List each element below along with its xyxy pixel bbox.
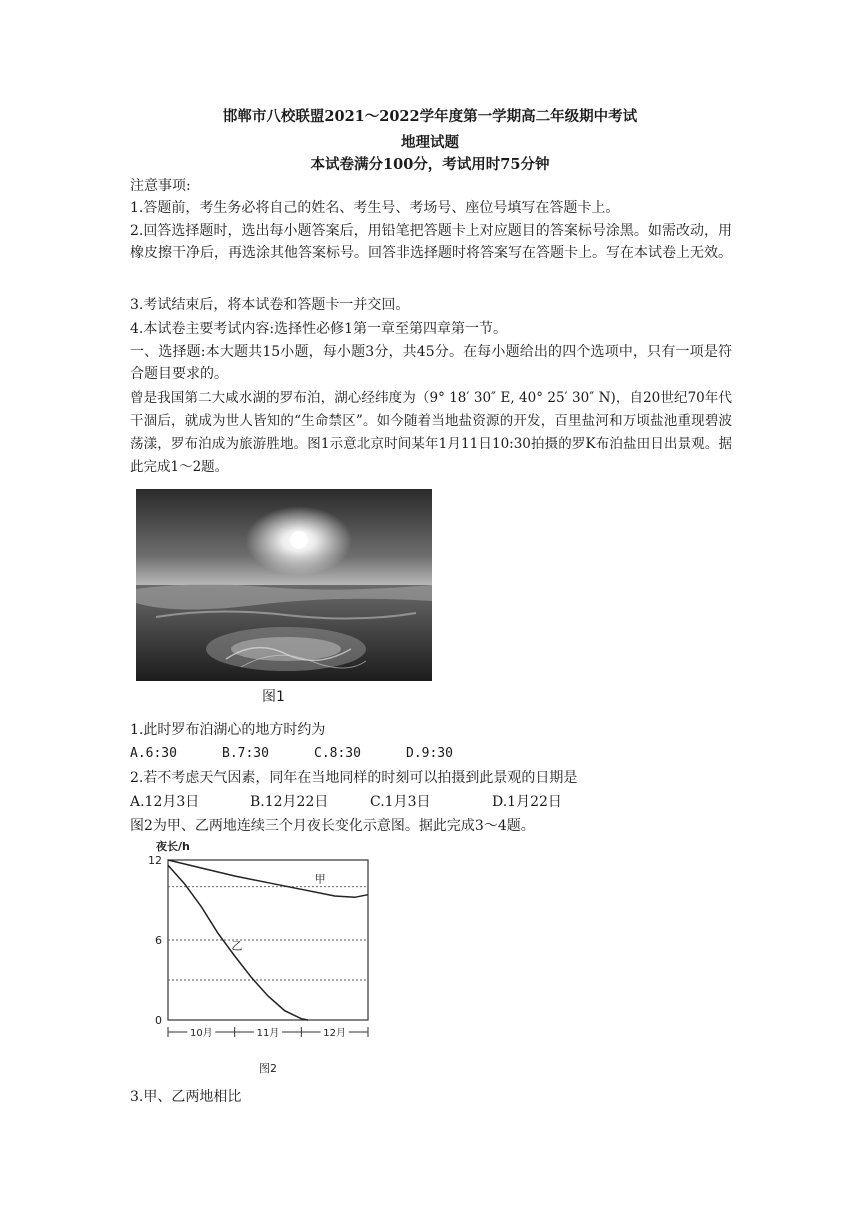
y-tick-label-12: 12 — [148, 854, 162, 867]
question-3-stem: 3.甲、乙两地相比 — [130, 1089, 242, 1105]
score-info: 本试卷满分100分，考试用时75分钟 — [310, 156, 550, 173]
exam-subject: 地理试题 — [401, 134, 459, 151]
question-1-stem: 1.此时罗布泊湖心的地方时约为 — [130, 722, 326, 738]
q2-option-a[interactable]: A.12月3日 — [130, 794, 200, 810]
notice-item-1: 1.答题前，考生务必将自己的姓名、考生号、考场号、座位号填写在答题卡上。 — [130, 200, 620, 216]
x-month-label-1: 11月 — [256, 1028, 280, 1039]
series-line-jia — [168, 860, 368, 897]
notice-item-3: 3.考试结束后，将本试卷和答题卡一并交回。 — [130, 297, 410, 313]
passage-1: 曾是我国第二大咸水湖的罗布泊，湖心经纬度为（9° 18′ 30″ E, 40° 25′ 30″ N)，自20世纪70年代干涸后，就成为世人皆知的“生命禁区”。如今随着当地盐资源的开发，百里盐河和万顷盐池重现碧波荡漾，罗布泊成为旅游胜地。图1示意北京时间某年1月11日10:30拍摄的罗K布泊盐田日出景观。据此完成1～2题。 — [130, 390, 732, 475]
notice-item-4: 4.本试卷主要考试内容:选择性必修1第一章至第四章第一节。 — [130, 321, 507, 337]
question-2-options — [130, 791, 562, 813]
q1-option-c[interactable]: C.8:30 — [314, 746, 361, 761]
figure-1-caption: 图1 — [262, 689, 285, 705]
section-instructions: 一、选择题:本大题共15小题，每小题3分，共45分。在每小题给出的四个选项中，只有一项是符合题目要求的。 — [130, 344, 732, 382]
night-length-chart — [128, 838, 428, 1078]
series-label-yi: 乙 — [231, 939, 243, 953]
notice-item-2: 2.回答选择题时，选出每小题答案后，用铅笔把答题卡上对应题目的答案标号涂黑。如需改动，用橡皮擦干净后，再选涂其他答案标号。回答非选择题时将答案写在答题卡上。写在本试卷上无效。 — [130, 223, 732, 261]
passage-2: 图2为甲、乙两地连续三个月夜长变化示意图。据此完成3～4题。 — [130, 818, 535, 834]
question-2-stem: 2.若不考虑天气因素，同年在当地同样的时刻可以拍摄到此景观的日期是 — [130, 770, 578, 786]
notice-heading: 注意事项: — [130, 178, 191, 194]
q2-option-b[interactable]: B.12月22日 — [250, 794, 329, 810]
y-axis-label: 夜长/h — [156, 840, 190, 853]
q1-option-a[interactable]: A.6:30 — [130, 746, 177, 761]
question-1-options — [130, 743, 453, 765]
series-label-jia: 甲 — [314, 872, 326, 886]
figure-2-caption: 图2 — [259, 1062, 277, 1075]
lop-nur-sunrise-photo — [136, 489, 432, 681]
y-tick-label-6: 6 — [155, 934, 162, 947]
q1-option-b[interactable]: B.7:30 — [222, 746, 269, 761]
y-tick-label-0: 0 — [155, 1014, 162, 1027]
x-month-label-2: 12月 — [323, 1028, 347, 1039]
exam-title: 邯郸市八校联盟2021～2022学年度第一学期高二年级期中考试 — [222, 108, 638, 125]
q1-option-d[interactable]: D.9:30 — [406, 746, 453, 761]
q2-option-c[interactable]: C.1月3日 — [370, 794, 431, 810]
q2-option-d[interactable]: D.1月22日 — [492, 794, 562, 810]
x-month-label-0: 10月 — [189, 1028, 213, 1039]
